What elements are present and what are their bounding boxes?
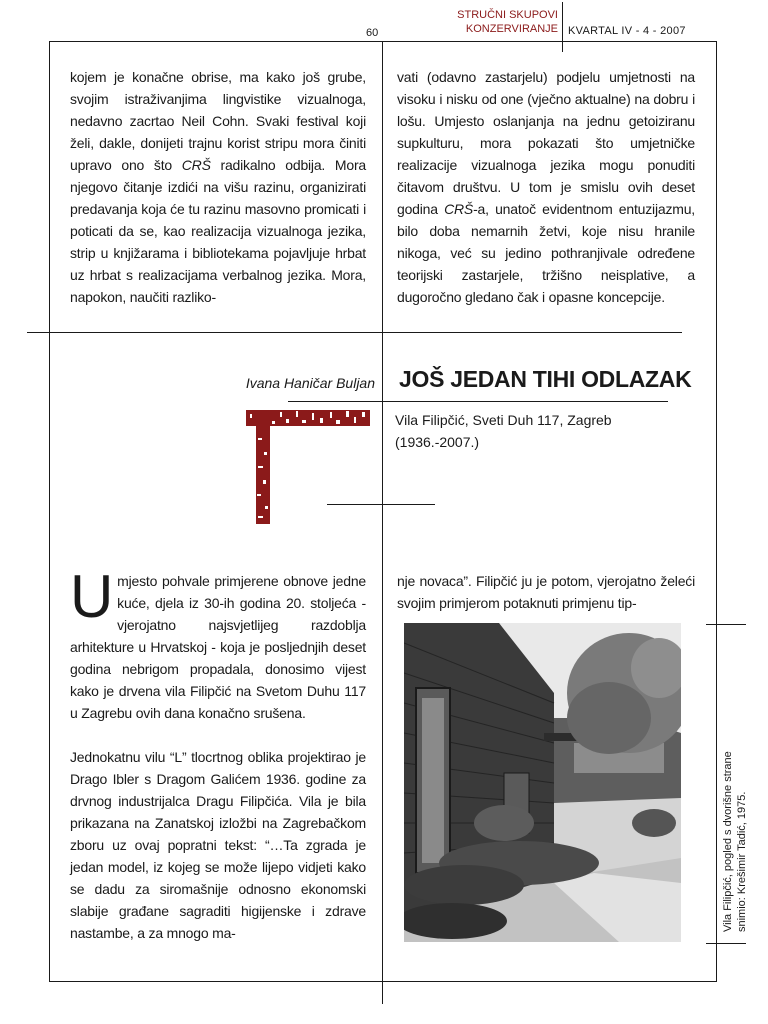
title-underline bbox=[288, 401, 668, 402]
top-text-left bbox=[70, 66, 366, 308]
caption-tick-bottom bbox=[706, 943, 746, 944]
column-divider bbox=[382, 41, 383, 1004]
frame-right bbox=[716, 41, 717, 982]
photo-caption-line2: snimio: Krešimir Tadić, 1975. bbox=[736, 791, 748, 932]
header-divider bbox=[562, 2, 563, 52]
category-line2: KONZERVIRANJE bbox=[465, 23, 558, 35]
issue-label: KVARTAL IV - 4 - 2007 bbox=[568, 25, 686, 37]
article-body-right: nje novaca”. Filipčić ju je potom, vjerojatno želeći svojim primjerom potaknuti primjenu tip- bbox=[397, 573, 695, 611]
drop-cap: U bbox=[70, 563, 114, 630]
article-body-left bbox=[70, 563, 366, 944]
frame-bottom bbox=[50, 981, 717, 982]
crs-emphasis-right: CRŠ bbox=[444, 201, 474, 217]
top-right-text-cont: -a, unatoč evidentnom entuzijazmu, bilo doba nemarnih žetvi, koje nisu hranile nikoga, već su jedino pothranjivale određene teorijski zastarjele, tržišno neisplative, a dugoročno gledano čak i opasne koncepcije. bbox=[397, 201, 696, 305]
top-right-text: vati (odavno zastarjelu) podjelu umjetnosti na visoku i nisku od one (vječno aktualne) na dobru i lošu. Umjesto oslanjanja na jednu getoiziranu supkulturu, mora pokazati što umjetničke realizacije vizualnoga jezika mogu ponuditi čitavom društvu. U tom je smislu ovih deset godina bbox=[397, 69, 695, 217]
section-divider bbox=[27, 332, 682, 333]
decorative-t-logo bbox=[246, 408, 370, 526]
article-title: JOŠ JEDAN TIHI ODLAZAK bbox=[399, 366, 692, 392]
article-paragraph-1 bbox=[70, 563, 366, 724]
article-paragraph-2: Jednokatnu vilu “L” tlocrtnog oblika projektirao je Drago Ibler s Dragom Galićem 1936. godine za drvnog industrijalca Dragu Filipčića. Vila je bila prikazana na Zanatskoj izložbi na Zagrebačkom zboru uz ovaj popratni tekst: “…Ta zgrada je jedan model, iz kojeg se može lijepo vidjeti kako se dadu za siromašnije odnosno ekonomski slabije građane sagraditi higijenske i zdrave nastambe, a za mnogo ma- bbox=[70, 749, 366, 941]
villa-photo bbox=[404, 623, 681, 942]
caption-tick-top bbox=[706, 624, 746, 625]
photo-caption-line1: Vila Filipčić, pogled s dvorišne strane bbox=[722, 751, 734, 932]
paragraph-1-text: mjesto pohvale primjerene obnove jedne kuće, djela iz 30-ih godina 20. stoljeća - vjerojatno najsvjetlijeg razdoblja arhitekture u Hrvatskoj - koja je posljednjih deset godina nebrigom propadala, donosimo vijest kako je drvena vila Filipčić na Svetom Duhu 117 u Zagrebu ovih dana konačno srušena. bbox=[70, 573, 366, 721]
article-subtitle-line2: (1936.-2007.) bbox=[395, 434, 480, 450]
frame-top bbox=[50, 41, 717, 42]
top-text-right bbox=[397, 66, 695, 308]
article-subtitle-line1: Vila Filipčić, Sveti Duh 117, Zagreb bbox=[395, 412, 612, 428]
top-left-text-cont: radikalno odbija. Mora njegovo čitanje izdići na višu razinu, organizirati predavanja koja će tu razinu masovno promicati i poticati da se, kao realizacija vizualnoga jezika, strip u knjižarama i bibliotekama pojavljuje hrbat uz hrbat s realizacijama verbalnog jezika. Mora, napokon, naučiti razliko- bbox=[70, 157, 366, 305]
frame-left bbox=[49, 41, 50, 982]
category-line1: STRUČNI SKUPOVI bbox=[457, 9, 558, 21]
crs-emphasis: CRŠ bbox=[181, 157, 211, 173]
top-left-text: kojem je konačne obrise, ma kako još grube, svojim istraživanjima lingvistike vizualnoga, nedavno zacrtao Neil Cohn. Svaki festival koji želi, dakle, donijeti trajnu korist stripu mora činiti upravo ono što bbox=[70, 69, 366, 173]
photo-caption bbox=[721, 751, 749, 932]
article-author: Ivana Haničar Buljan bbox=[245, 375, 375, 391]
page-number: 60 bbox=[366, 27, 379, 39]
